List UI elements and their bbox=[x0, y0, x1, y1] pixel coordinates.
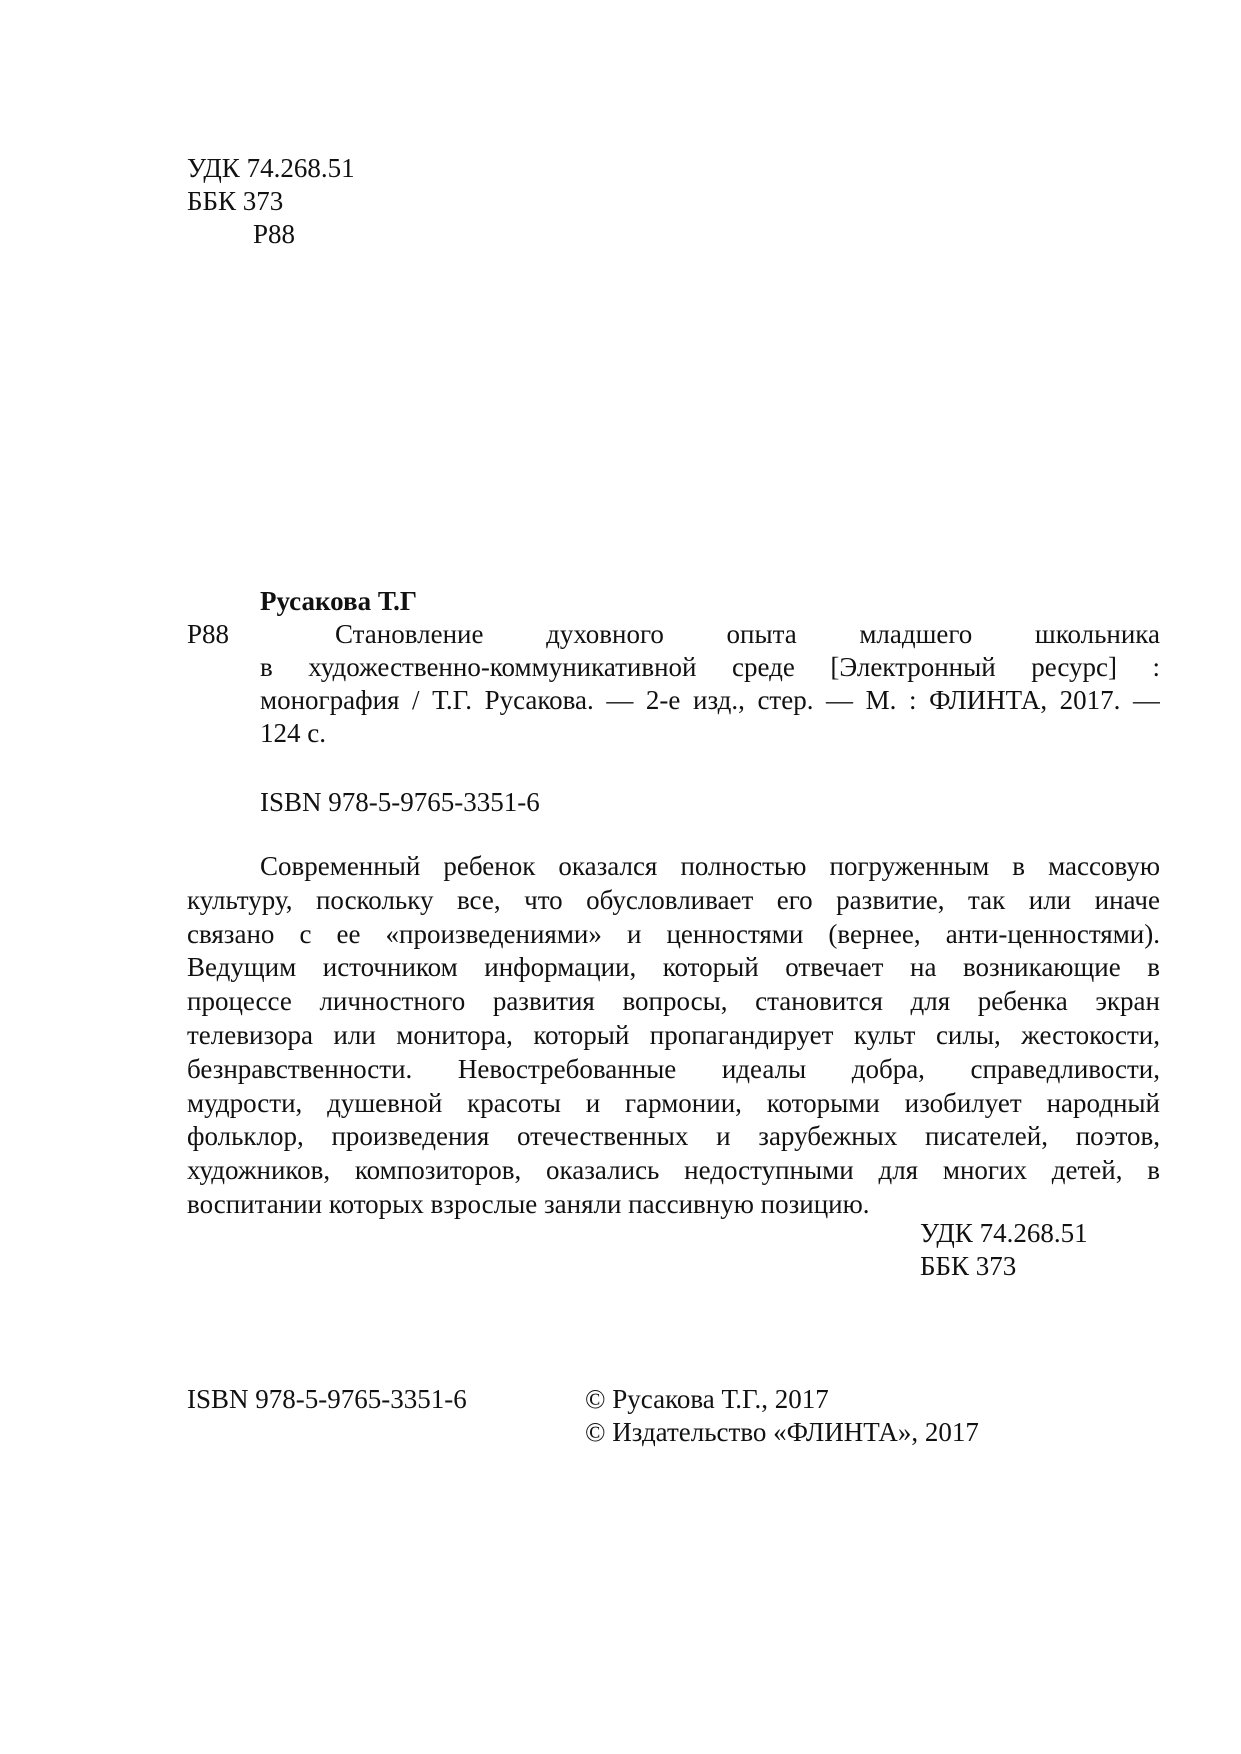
author-mark-record: Р88 bbox=[187, 619, 230, 649]
udk-code: УДК 74.268.51 bbox=[187, 153, 355, 183]
bbk-code-bottom: ББК 373 bbox=[920, 1251, 1017, 1281]
bib-description-line: в художественно-коммуникативной среде [Электронный ресурс] : bbox=[260, 652, 1160, 682]
bib-description-line: монография / Т.Г. Русакова. — 2-е изд., стер. — М. : ФЛИНТА, 2017. — bbox=[260, 685, 1160, 715]
bib-description-line: 124 с. bbox=[260, 718, 326, 748]
annotation-line: связано с ее «произведениями» и ценностями (вернее, анти-ценностями). bbox=[187, 918, 1160, 949]
copyright-publisher: © Издательство «ФЛИНТА», 2017 bbox=[585, 1417, 979, 1447]
udk-code-bottom: УДК 74.268.51 bbox=[920, 1218, 1088, 1248]
annotation-line: телевизора или монитора, который пропагандирует культ силы, жестокости, bbox=[187, 1019, 1160, 1050]
annotation-line: мудрости, душевной красоты и гармонии, которыми изобилует народный bbox=[187, 1087, 1160, 1118]
annotation-line: фольклор, произведения отечественных и зарубежных писателей, поэтов, bbox=[187, 1121, 1160, 1152]
isbn-footer: ISBN 978-5-9765-3351-6 bbox=[187, 1384, 467, 1414]
isbn-record: ISBN 978-5-9765-3351-6 bbox=[260, 787, 540, 817]
annotation-line: художников, композиторов, оказались недоступными для многих детей, в bbox=[187, 1155, 1160, 1186]
annotation-line: воспитании которых взрослые заняли пассивную позицию. bbox=[187, 1188, 870, 1219]
annotation-line: Современный ребенок оказался полностью погруженным в массовую bbox=[260, 851, 1160, 881]
annotation-line: Ведущим источником информации, который отвечает на возникающие в bbox=[187, 952, 1160, 983]
author-heading: Русакова Т.Г bbox=[260, 586, 418, 616]
annotation-line: процессе личностного развития вопросы, становится для ребенка экран bbox=[187, 986, 1160, 1017]
annotation-line: безнравственности. Невостребованные идеалы добра, справедливости, bbox=[187, 1053, 1160, 1084]
bbk-code: ББК 373 bbox=[187, 186, 284, 216]
annotation-line: культуру, поскольку все, что обусловливает его развитие, так или иначе bbox=[187, 884, 1160, 915]
author-mark: Р88 bbox=[253, 219, 296, 249]
annotation-paragraph bbox=[187, 850, 1160, 1222]
copyright-author: © Русакова Т.Г., 2017 bbox=[585, 1384, 829, 1414]
bib-description-line: Становление духовного опыта младшего школьника bbox=[335, 619, 1160, 649]
